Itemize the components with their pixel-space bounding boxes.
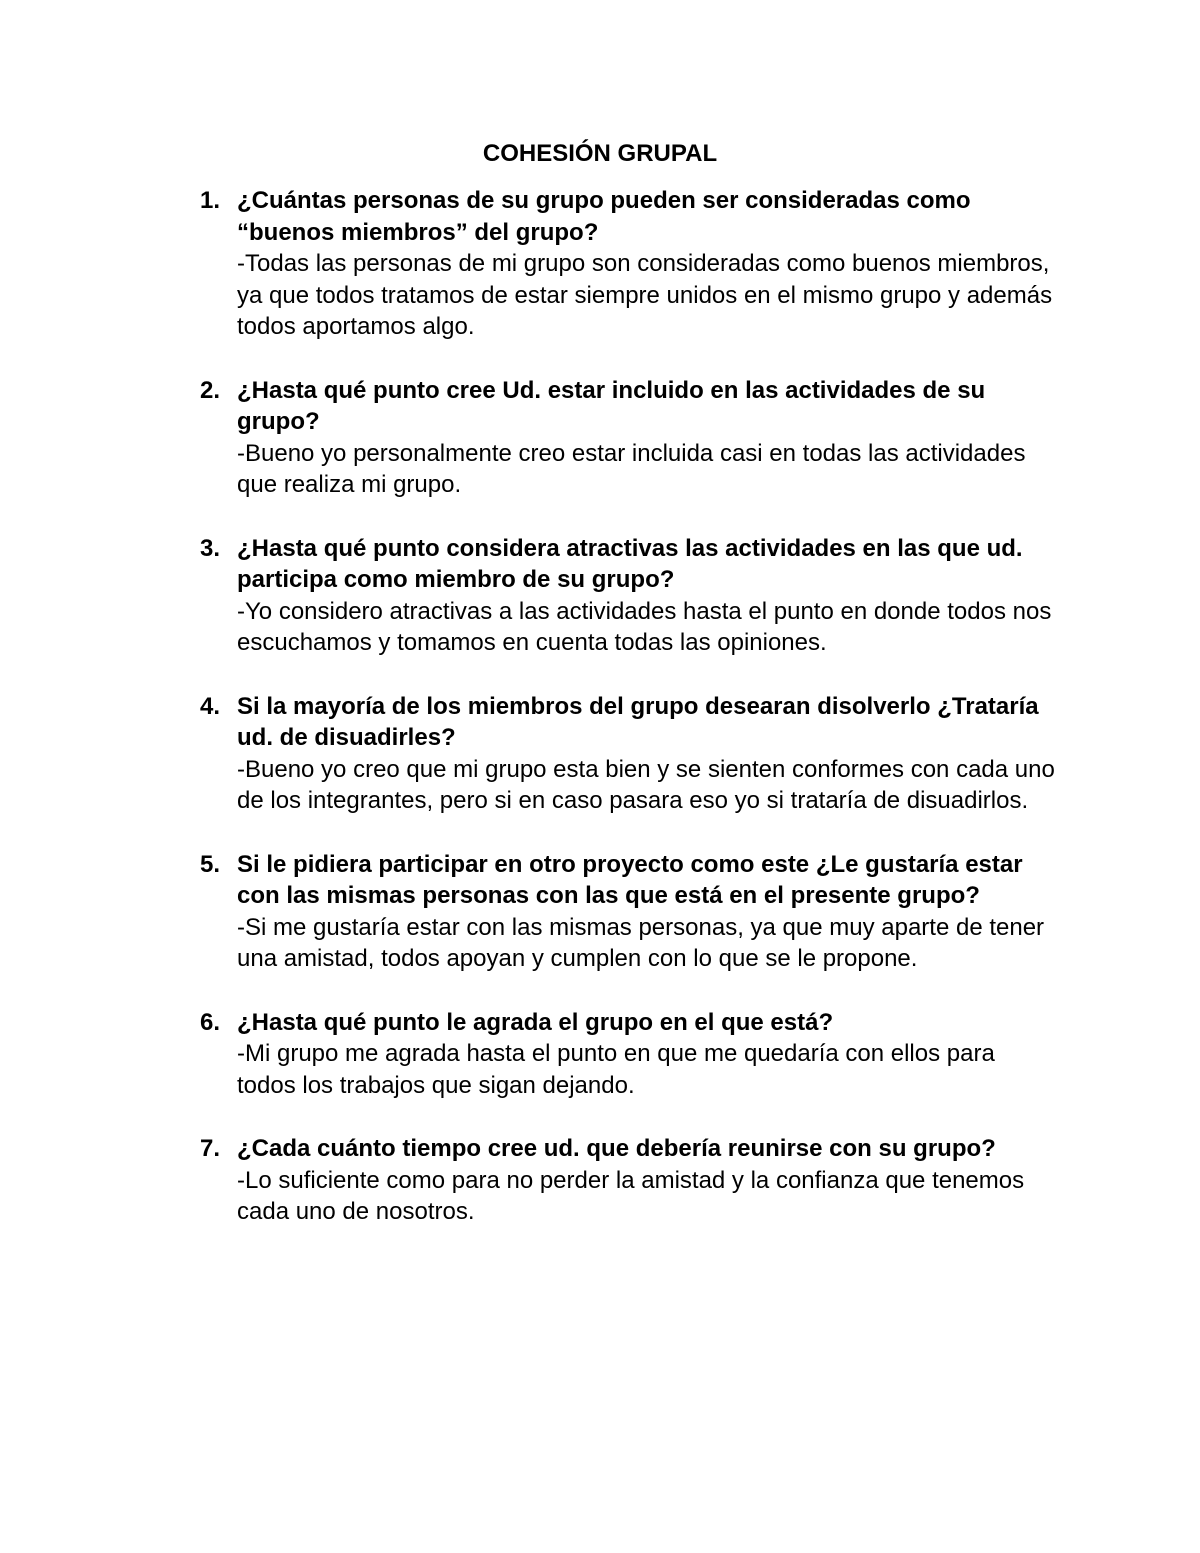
question-number: 6. <box>200 1008 221 1036</box>
question-item-2 <box>200 375 1060 501</box>
question-text: ¿Hasta qué punto le agrada el grupo en el que está? <box>237 1008 834 1036</box>
answer-text: -Mi grupo me agrada hasta el punto en que me quedaría con ellos para todos los trabajos que sigan dejando. <box>237 1040 995 1099</box>
question-text: ¿Cada cuánto tiempo cree ud. que debería reunirse con su grupo? <box>237 1135 996 1162</box>
question-item-6 <box>200 1007 1060 1102</box>
question-number: 1. <box>200 187 221 214</box>
question-text: ¿Cuántas personas de su grupo pueden ser consideradas como “buenos miembros” del grupo? <box>237 187 971 246</box>
question-number: 5. <box>200 850 221 878</box>
question-item-3 <box>200 533 1060 659</box>
document-title: COHESIÓN GRUPAL <box>482 140 718 167</box>
answer-text: -Bueno yo creo que mi grupo esta bien y se sienten conformes con cada uno de los integrantes, pero si en caso pasara eso yo si trataría de disuadirlos. <box>237 755 1055 814</box>
question-number: 4. <box>200 692 221 720</box>
answer-text: -Todas las personas de mi grupo son consideradas como buenos miembros, ya que todos tratamos de estar siempre unidos en el mismo grupo y además todos aportamos algo. <box>237 250 1053 340</box>
question-number: 7. <box>200 1135 221 1162</box>
question-text: Si la mayoría de los miembros del grupo desearan disolverlo ¿Trataría ud. de disuadirles? <box>237 692 1039 751</box>
answer-text: -Yo considero atractivas a las actividades hasta el punto en donde todos nos escuchamos y tomamos en cuenta todas las opiniones. <box>237 597 1052 656</box>
question-list <box>200 185 1060 1260</box>
question-item-4 <box>200 691 1060 817</box>
question-item-5 <box>200 849 1060 975</box>
question-text: ¿Hasta qué punto considera atractivas las actividades en las que ud. participa como miembro de su grupo? <box>237 534 1023 593</box>
question-text: Si le pidiera participar en otro proyecto como este ¿Le gustaría estar con las mismas personas con las que está en el presente grupo? <box>237 850 1023 909</box>
answer-text: -Lo suficiente como para no perder la amistad y la confianza que tenemos cada uno de nosotros. <box>237 1166 1025 1225</box>
answer-text: -Si me gustaría estar con las mismas personas, ya que muy aparte de tener una amistad, todos apoyan y cumplen con lo que se le propone. <box>237 913 1045 972</box>
question-item-7 <box>200 1133 1060 1228</box>
question-number: 3. <box>200 534 221 562</box>
question-item-1 <box>200 185 1060 343</box>
question-text: ¿Hasta qué punto cree Ud. estar incluido en las actividades de su grupo? <box>237 376 986 435</box>
question-number: 2. <box>200 376 221 404</box>
answer-text: -Bueno yo personalmente creo estar incluida casi en todas las actividades que realiza mi grupo. <box>237 439 1026 498</box>
